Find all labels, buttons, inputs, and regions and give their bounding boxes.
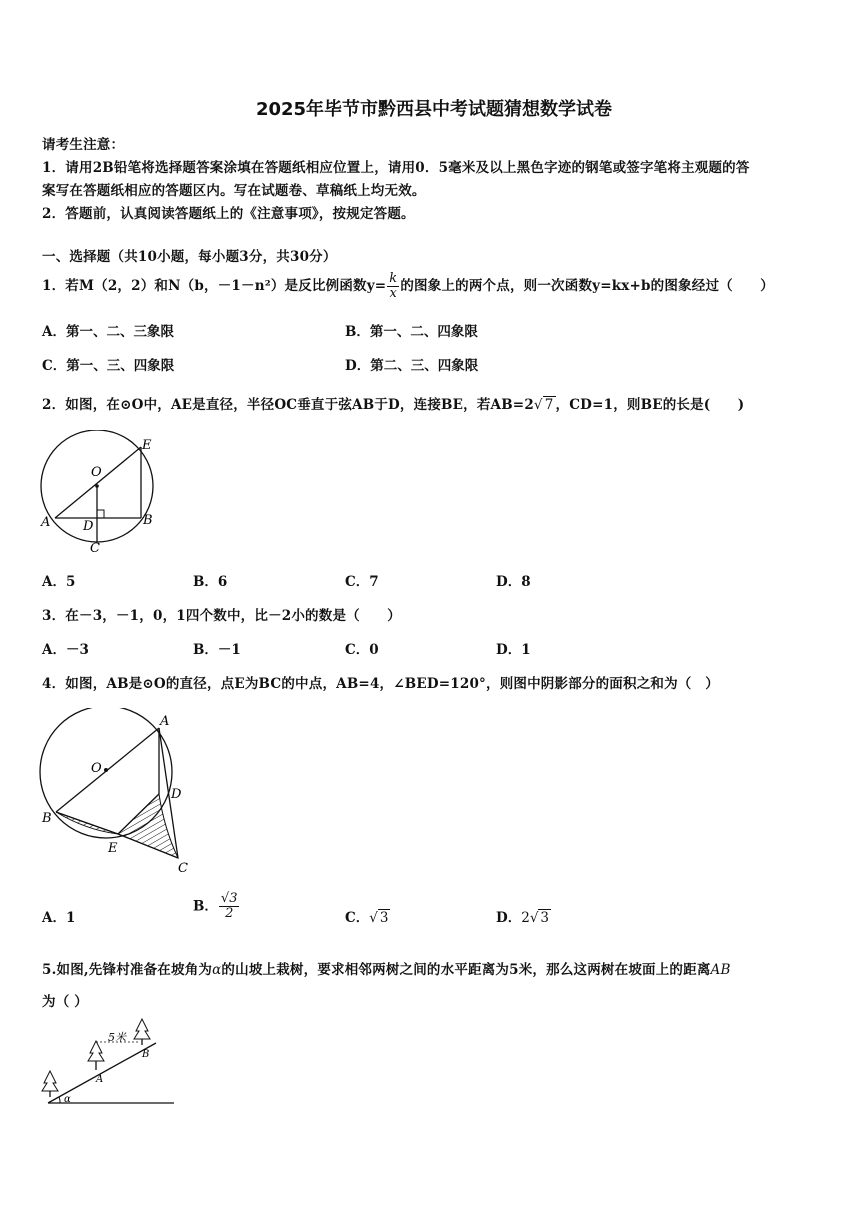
- q4-c-prefix: C．: [345, 910, 370, 926]
- notice-line-1: 1．请用2B铅笔将选择题答案涂填在答题纸相应位置上，请用0．5毫米及以上黑色字迹的钢笔或签字笔将主观题的答: [42, 160, 750, 176]
- tree-icon: [134, 1019, 150, 1045]
- q1-option-a: A．第一、二、三象限: [42, 324, 174, 340]
- q4-circle-figure: [36, 708, 196, 878]
- q2-option-d: D．8: [496, 574, 531, 590]
- page-title: 2025年毕节市黔西县中考试题猜想数学试卷: [255, 99, 613, 120]
- q4-option-a: A．1: [42, 910, 76, 926]
- q2-label-d: D: [83, 519, 94, 534]
- q1-frac-num: k: [389, 271, 398, 286]
- q4-option-b: [193, 892, 240, 921]
- q1-option-b: B．第一、二、四象限: [345, 324, 478, 340]
- q4-label-a: A: [160, 714, 170, 729]
- question-3-stem: 3．在－3，－1，0，1四个数中，比－2小的数是（ ）: [42, 608, 401, 624]
- q2-post: ，CD=1，则BE的长是( ): [555, 397, 745, 413]
- q2-option-c: C．7: [345, 574, 379, 590]
- q4-d-prefix: D．: [496, 910, 522, 926]
- q3-option-b: B．－1: [193, 642, 241, 658]
- notice-line-2: 2．答题前，认真阅读答题纸上的《注意事项》，按规定答题。: [42, 206, 415, 222]
- q2-label-e: E: [142, 438, 152, 453]
- q1-frac-den: x: [389, 286, 398, 301]
- q1-pre: 1．若M（2，2）和N（b，－1－n²）是反比例函数y=: [42, 278, 387, 294]
- q4-option-c: [345, 906, 390, 926]
- q2-label-c: C: [90, 541, 100, 556]
- q4-label-e: E: [108, 841, 118, 856]
- q5-mid: 的山坡上栽树，要求相邻两树之间的水平距离为5米，那么这两树在坡面上的距离: [221, 962, 711, 978]
- q1-option-d: D．第二、三、四象限: [345, 358, 479, 374]
- q1-fraction: [387, 272, 399, 301]
- q4-label-b: B: [42, 811, 52, 826]
- q4-c-sqrt: √ 3: [369, 910, 389, 926]
- q5-label-distance: 5米: [108, 1031, 126, 1044]
- q4-label-o: O: [91, 761, 102, 776]
- question-5-stem: [42, 958, 731, 978]
- tree-icon: [88, 1041, 104, 1070]
- q2-option-a: A．5: [42, 574, 76, 590]
- question-1-stem: [42, 270, 774, 302]
- q4-c-radicand: 3: [379, 910, 389, 926]
- question-4-stem: 4．如图，AB是⊙O的直径，点E为BC的中点，AB=4，∠BED=120°，则图中阴影部分的面积之和为（ ）: [42, 676, 719, 692]
- q3-option-a: A．－3: [42, 642, 89, 658]
- q2-sqrt-radicand: 7: [544, 397, 554, 413]
- q1-option-c: C．第一、三、四象限: [42, 358, 175, 374]
- q3-option-c: C．0: [345, 642, 379, 658]
- q5-slope-figure: [36, 1015, 186, 1110]
- q5-label-b: B: [142, 1049, 150, 1060]
- q4-b-fraction: [219, 892, 240, 921]
- notice-line-1b: 案写在答题纸相应的答题区内。写在试题卷、草稿纸上均无效。: [42, 183, 426, 199]
- q4-b-den: 2: [225, 906, 234, 921]
- q2-label-o: O: [91, 465, 102, 480]
- q2-label-a: A: [41, 515, 51, 530]
- q2-circle-figure: [36, 430, 176, 560]
- q4-b-num: √3: [220, 891, 238, 906]
- q4-d-radicand: 3: [540, 910, 550, 926]
- q5-ab: AB: [710, 962, 731, 978]
- q4-b-prefix: B．: [193, 898, 218, 915]
- q4-option-d: [496, 906, 551, 926]
- section-heading: 一、选择题（共10小题，每小题3分，共30分）: [42, 249, 337, 265]
- q4-d-coef: 2: [521, 910, 530, 926]
- q5-label-alpha: α: [64, 1094, 71, 1105]
- q5-label-a: A: [96, 1074, 104, 1085]
- q2-pre: 2．如图，在⊙O中，AE是直径，半径OC垂直于弦AB于D，连接BE，若AB=2: [42, 397, 534, 413]
- q4-d-sqrt: √ 3: [529, 910, 550, 926]
- q3-option-d: D．1: [496, 642, 531, 658]
- q2-label-b: B: [143, 513, 153, 528]
- question-5-line-2: 为（ ）: [42, 994, 88, 1010]
- q2-option-b: B．6: [193, 574, 228, 590]
- q5-pre: 5.如图,先锋村准备在坡角为: [42, 962, 213, 978]
- q2-sqrt: √ 7: [533, 397, 554, 413]
- q4-label-d: D: [171, 787, 182, 802]
- question-2-stem: [42, 393, 744, 413]
- q1-post: 的图象上的两个点，则一次函数y=kx+b的图象经过（ ）: [400, 278, 774, 294]
- q4-label-c: C: [178, 861, 188, 876]
- q5-alpha: α: [212, 962, 222, 978]
- tree-icon: [42, 1071, 58, 1097]
- notice-heading: 请考生注意：: [42, 137, 125, 153]
